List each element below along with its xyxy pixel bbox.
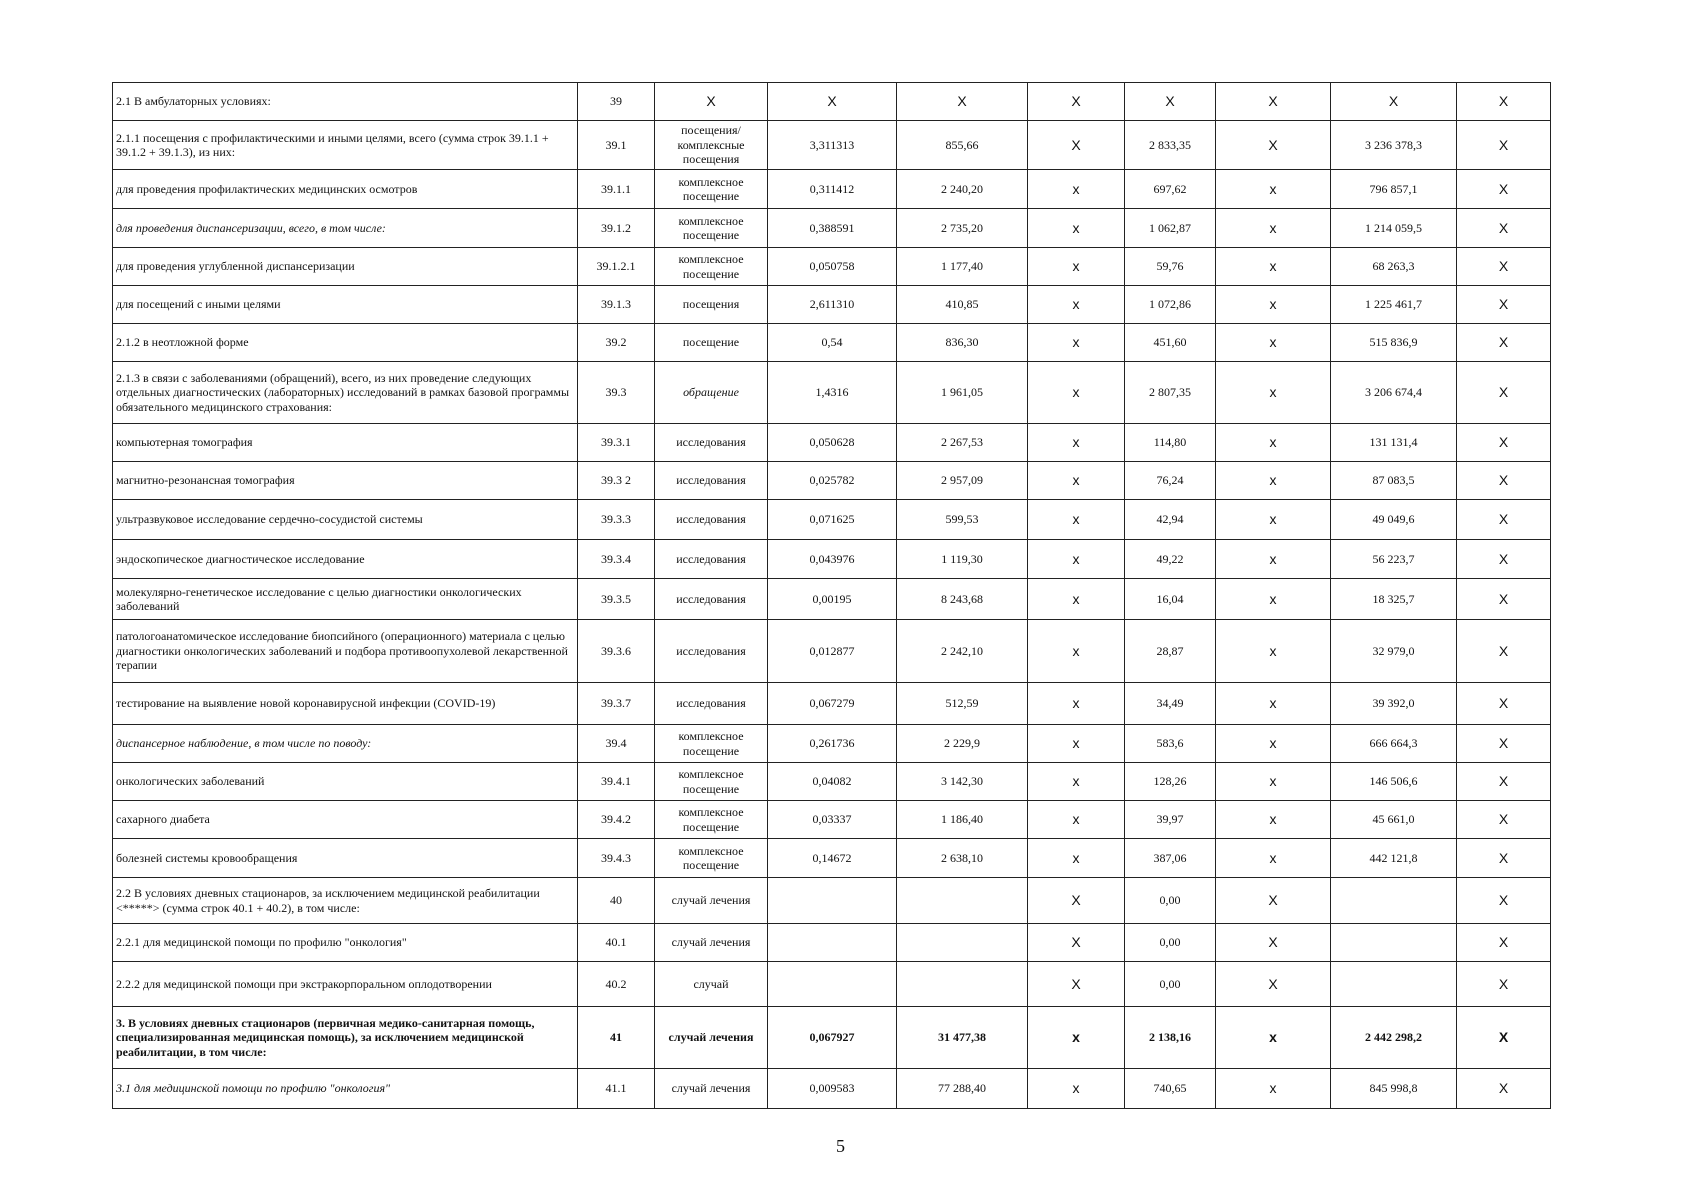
row-name-cell: ультразвуковое исследование сердечно-сосудистой системы [113, 500, 578, 540]
unit-cell: комплексное посещение [655, 763, 768, 801]
col8-cell: x [1216, 1007, 1331, 1069]
cost-value-cell: 3 142,30 [897, 763, 1028, 801]
row-name-cell: болезней системы кровообращения [113, 839, 578, 878]
col8-cell: x [1216, 324, 1331, 362]
col10-cell: X [1457, 83, 1551, 121]
cost-value-cell: 2 638,10 [897, 839, 1028, 878]
row-number-cell: 39.3.1 [578, 424, 655, 462]
col10-cell: X [1457, 462, 1551, 500]
col10-cell: X [1457, 248, 1551, 286]
per-capita-cell: 2 807,35 [1125, 362, 1216, 424]
cost-value-cell: 2 957,09 [897, 462, 1028, 500]
row-name-cell: 2.1.2 в неотложной форме [113, 324, 578, 362]
col10-cell: X [1457, 839, 1551, 878]
total-sum-cell: 3 236 378,3 [1331, 121, 1457, 170]
table-row [113, 579, 1551, 620]
total-sum-cell [1331, 962, 1457, 1007]
total-sum-cell: 845 998,8 [1331, 1069, 1457, 1109]
total-sum-cell: 3 206 674,4 [1331, 362, 1457, 424]
cost-value-cell: 77 288,40 [897, 1069, 1028, 1109]
row-number-cell: 40.2 [578, 962, 655, 1007]
row-name-cell: для проведения углубленной диспансеризации [113, 248, 578, 286]
col8-cell: x [1216, 286, 1331, 324]
norm-value-cell: 0,012877 [768, 620, 897, 683]
table-row [113, 170, 1551, 209]
col8-cell: X [1216, 924, 1331, 962]
table-row [113, 878, 1551, 924]
norm-value-cell: 0,00195 [768, 579, 897, 620]
col6-cell: X [1028, 924, 1125, 962]
per-capita-cell: 387,06 [1125, 839, 1216, 878]
norm-value-cell: 0,067927 [768, 1007, 897, 1069]
row-number-cell: 39.3.3 [578, 500, 655, 540]
col8-cell: x [1216, 801, 1331, 839]
cost-value-cell: 2 735,20 [897, 209, 1028, 248]
total-sum-cell: 796 857,1 [1331, 170, 1457, 209]
row-number-cell: 39.3.6 [578, 620, 655, 683]
per-capita-cell: 1 062,87 [1125, 209, 1216, 248]
row-name-cell: 3.1 для медицинской помощи по профилю "онкология" [113, 1069, 578, 1109]
col8-cell: x [1216, 683, 1331, 725]
col6-cell: x [1028, 248, 1125, 286]
table-row [113, 839, 1551, 878]
col6-cell: x [1028, 801, 1125, 839]
norm-value-cell: X [768, 83, 897, 121]
col6-cell: X [1028, 121, 1125, 170]
total-sum-cell: 68 263,3 [1331, 248, 1457, 286]
table-row [113, 121, 1551, 170]
per-capita-cell: 2 833,35 [1125, 121, 1216, 170]
col6-cell: x [1028, 620, 1125, 683]
norm-value-cell: 0,54 [768, 324, 897, 362]
unit-cell: случай лечения [655, 878, 768, 924]
col6-cell: x [1028, 362, 1125, 424]
unit-cell: исследования [655, 579, 768, 620]
cost-value-cell: 8 243,68 [897, 579, 1028, 620]
col10-cell: X [1457, 1007, 1551, 1069]
row-number-cell: 40.1 [578, 924, 655, 962]
row-number-cell: 41.1 [578, 1069, 655, 1109]
norm-value-cell: 0,14672 [768, 839, 897, 878]
unit-cell: случай лечения [655, 1007, 768, 1069]
norm-value-cell: 0,071625 [768, 500, 897, 540]
row-number-cell: 39.1.2 [578, 209, 655, 248]
row-name-cell: молекулярно-генетическое исследование с целью диагностики онкологических заболеваний [113, 579, 578, 620]
col8-cell: x [1216, 1069, 1331, 1109]
unit-cell: исследования [655, 500, 768, 540]
row-number-cell: 39.1.3 [578, 286, 655, 324]
col8-cell: x [1216, 763, 1331, 801]
col6-cell: X [1028, 83, 1125, 121]
unit-cell: посещения/комплексные посещения [655, 121, 768, 170]
col8-cell: X [1216, 878, 1331, 924]
unit-cell: случай [655, 962, 768, 1007]
col6-cell: x [1028, 462, 1125, 500]
norm-value-cell: 0,261736 [768, 725, 897, 763]
total-sum-cell: 49 049,6 [1331, 500, 1457, 540]
row-number-cell: 39.1.1 [578, 170, 655, 209]
col8-cell: X [1216, 83, 1331, 121]
row-number-cell: 39.1 [578, 121, 655, 170]
total-sum-cell: 146 506,6 [1331, 763, 1457, 801]
total-sum-cell: 39 392,0 [1331, 683, 1457, 725]
per-capita-cell: 583,6 [1125, 725, 1216, 763]
norm-value-cell: 0,388591 [768, 209, 897, 248]
cost-value-cell: 836,30 [897, 324, 1028, 362]
norm-value-cell [768, 878, 897, 924]
cost-value-cell: 1 177,40 [897, 248, 1028, 286]
table-row [113, 540, 1551, 579]
total-sum-cell: 1 225 461,7 [1331, 286, 1457, 324]
row-name-cell: тестирование на выявление новой коронавирусной инфекции (COVID-19) [113, 683, 578, 725]
unit-cell: исследования [655, 424, 768, 462]
col8-cell: x [1216, 500, 1331, 540]
cost-value-cell [897, 878, 1028, 924]
col10-cell: X [1457, 424, 1551, 462]
norm-value-cell: 0,009583 [768, 1069, 897, 1109]
table-row [113, 1069, 1551, 1109]
col6-cell: x [1028, 286, 1125, 324]
per-capita-cell: 128,26 [1125, 763, 1216, 801]
per-capita-cell: 39,97 [1125, 801, 1216, 839]
norm-value-cell [768, 962, 897, 1007]
norm-value-cell: 0,311412 [768, 170, 897, 209]
per-capita-cell: 0,00 [1125, 962, 1216, 1007]
col10-cell: X [1457, 121, 1551, 170]
per-capita-cell: 0,00 [1125, 878, 1216, 924]
unit-cell: случай лечения [655, 924, 768, 962]
table-row [113, 620, 1551, 683]
unit-cell: комплексное посещение [655, 725, 768, 763]
cost-value-cell: 2 267,53 [897, 424, 1028, 462]
total-sum-cell: 18 325,7 [1331, 579, 1457, 620]
row-name-cell: 2.1 В амбулаторных условиях: [113, 83, 578, 121]
row-number-cell: 39 [578, 83, 655, 121]
per-capita-cell: 740,65 [1125, 1069, 1216, 1109]
row-name-cell: компьютерная томография [113, 424, 578, 462]
normatives-table [112, 82, 1551, 1109]
col6-cell: x [1028, 763, 1125, 801]
col10-cell: X [1457, 801, 1551, 839]
cost-value-cell: 1 186,40 [897, 801, 1028, 839]
page-number: 5 [836, 1136, 845, 1156]
table-row [113, 248, 1551, 286]
col6-cell: x [1028, 424, 1125, 462]
total-sum-cell: X [1331, 83, 1457, 121]
cost-value-cell [897, 924, 1028, 962]
total-sum-cell: 87 083,5 [1331, 462, 1457, 500]
per-capita-cell: X [1125, 83, 1216, 121]
table-row [113, 500, 1551, 540]
per-capita-cell: 114,80 [1125, 424, 1216, 462]
norm-value-cell: 0,043976 [768, 540, 897, 579]
table-row [113, 924, 1551, 962]
table-row [113, 725, 1551, 763]
cost-value-cell: 855,66 [897, 121, 1028, 170]
col8-cell: x [1216, 170, 1331, 209]
col10-cell: X [1457, 500, 1551, 540]
norm-value-cell: 0,025782 [768, 462, 897, 500]
cost-value-cell: 2 242,10 [897, 620, 1028, 683]
col6-cell: x [1028, 209, 1125, 248]
total-sum-cell: 2 442 298,2 [1331, 1007, 1457, 1069]
col8-cell: x [1216, 248, 1331, 286]
row-name-cell: для проведения диспансеризации, всего, в том числе: [113, 209, 578, 248]
col6-cell: x [1028, 839, 1125, 878]
col10-cell: X [1457, 324, 1551, 362]
row-number-cell: 39.2 [578, 324, 655, 362]
row-name-cell: 2.1.3 в связи с заболеваниями (обращений), всего, из них проведение следующих отдельных диагностических (лабораторных) исследований в рамках базовой программы обязательного медицинского страхования: [113, 362, 578, 424]
col8-cell: x [1216, 540, 1331, 579]
unit-cell: X [655, 83, 768, 121]
col8-cell: x [1216, 839, 1331, 878]
cost-value-cell: 2 229,9 [897, 725, 1028, 763]
col8-cell: x [1216, 209, 1331, 248]
col10-cell: X [1457, 878, 1551, 924]
norm-value-cell: 0,050758 [768, 248, 897, 286]
table-row [113, 962, 1551, 1007]
row-number-cell: 39.4.3 [578, 839, 655, 878]
col10-cell: X [1457, 286, 1551, 324]
unit-cell: посещение [655, 324, 768, 362]
row-name-cell: патологоанатомическое исследование биопсийного (операционного) материала с целью диагностики онкологических заболеваний и подбора противоопухолевой лекарственной терапии [113, 620, 578, 683]
col6-cell: x [1028, 324, 1125, 362]
row-name-cell: 2.2 В условиях дневных стационаров, за исключением медицинской реабилитации <*****> (сумма строк 40.1 + 40.2), в том числе: [113, 878, 578, 924]
norm-value-cell: 2,611310 [768, 286, 897, 324]
row-number-cell: 39.4.2 [578, 801, 655, 839]
total-sum-cell: 515 836,9 [1331, 324, 1457, 362]
col10-cell: X [1457, 1069, 1551, 1109]
row-name-cell: для проведения профилактических медицинских осмотров [113, 170, 578, 209]
table-row [113, 83, 1551, 121]
row-number-cell: 39.3.4 [578, 540, 655, 579]
norm-value-cell: 0,04082 [768, 763, 897, 801]
col10-cell: X [1457, 540, 1551, 579]
unit-cell: исследования [655, 462, 768, 500]
per-capita-cell: 697,62 [1125, 170, 1216, 209]
row-name-cell: эндоскопическое диагностическое исследование [113, 540, 578, 579]
col8-cell: X [1216, 121, 1331, 170]
col6-cell: x [1028, 725, 1125, 763]
row-number-cell: 39.3 2 [578, 462, 655, 500]
document-page [112, 82, 1551, 1109]
table-row [113, 324, 1551, 362]
col10-cell: X [1457, 763, 1551, 801]
table-row [113, 763, 1551, 801]
per-capita-cell: 1 072,86 [1125, 286, 1216, 324]
row-number-cell: 40 [578, 878, 655, 924]
table-row [113, 286, 1551, 324]
col8-cell: x [1216, 725, 1331, 763]
total-sum-cell: 666 664,3 [1331, 725, 1457, 763]
unit-cell: комплексное посещение [655, 170, 768, 209]
table-row [113, 209, 1551, 248]
per-capita-cell: 2 138,16 [1125, 1007, 1216, 1069]
unit-cell: исследования [655, 683, 768, 725]
unit-cell: комплексное посещение [655, 209, 768, 248]
col6-cell: x [1028, 1069, 1125, 1109]
total-sum-cell: 45 661,0 [1331, 801, 1457, 839]
col10-cell: X [1457, 725, 1551, 763]
col10-cell: X [1457, 962, 1551, 1007]
col6-cell: X [1028, 962, 1125, 1007]
total-sum-cell: 1 214 059,5 [1331, 209, 1457, 248]
total-sum-cell: 56 223,7 [1331, 540, 1457, 579]
row-name-cell: 3. В условиях дневных стационаров (первичная медико-санитарная помощь, специализированная медицинская помощь), за исключением медицинской реабилитации, в том числе: [113, 1007, 578, 1069]
cost-value-cell: 1 961,05 [897, 362, 1028, 424]
col8-cell: x [1216, 362, 1331, 424]
col8-cell: X [1216, 962, 1331, 1007]
row-number-cell: 39.4.1 [578, 763, 655, 801]
norm-value-cell: 0,050628 [768, 424, 897, 462]
col8-cell: x [1216, 462, 1331, 500]
total-sum-cell: 32 979,0 [1331, 620, 1457, 683]
unit-cell: посещения [655, 286, 768, 324]
table-row [113, 1007, 1551, 1069]
row-name-cell: 2.2.1 для медицинской помощи по профилю "онкология" [113, 924, 578, 962]
col6-cell: X [1028, 878, 1125, 924]
col6-cell: x [1028, 579, 1125, 620]
col6-cell: x [1028, 170, 1125, 209]
row-number-cell: 41 [578, 1007, 655, 1069]
total-sum-cell [1331, 878, 1457, 924]
norm-value-cell: 3,311313 [768, 121, 897, 170]
table-row [113, 462, 1551, 500]
col10-cell: X [1457, 924, 1551, 962]
unit-cell: случай лечения [655, 1069, 768, 1109]
total-sum-cell: 442 121,8 [1331, 839, 1457, 878]
per-capita-cell: 76,24 [1125, 462, 1216, 500]
cost-value-cell: 410,85 [897, 286, 1028, 324]
per-capita-cell: 34,49 [1125, 683, 1216, 725]
col8-cell: x [1216, 620, 1331, 683]
unit-cell: исследования [655, 620, 768, 683]
col10-cell: X [1457, 579, 1551, 620]
per-capita-cell: 451,60 [1125, 324, 1216, 362]
table-row [113, 424, 1551, 462]
row-name-cell: онкологических заболеваний [113, 763, 578, 801]
norm-value-cell: 0,067279 [768, 683, 897, 725]
norm-value-cell [768, 924, 897, 962]
per-capita-cell: 28,87 [1125, 620, 1216, 683]
col6-cell: x [1028, 683, 1125, 725]
row-number-cell: 39.3.7 [578, 683, 655, 725]
table-row [113, 683, 1551, 725]
row-name-cell: диспансерное наблюдение, в том числе по поводу: [113, 725, 578, 763]
per-capita-cell: 42,94 [1125, 500, 1216, 540]
unit-cell: комплексное посещение [655, 801, 768, 839]
col6-cell: x [1028, 540, 1125, 579]
col10-cell: X [1457, 170, 1551, 209]
row-number-cell: 39.3 [578, 362, 655, 424]
row-number-cell: 39.3.5 [578, 579, 655, 620]
per-capita-cell: 49,22 [1125, 540, 1216, 579]
table-row [113, 362, 1551, 424]
per-capita-cell: 59,76 [1125, 248, 1216, 286]
cost-value-cell: 599,53 [897, 500, 1028, 540]
row-name-cell: для посещений с иными целями [113, 286, 578, 324]
cost-value-cell: 2 240,20 [897, 170, 1028, 209]
per-capita-cell: 0,00 [1125, 924, 1216, 962]
col10-cell: X [1457, 362, 1551, 424]
norm-value-cell: 1,4316 [768, 362, 897, 424]
cost-value-cell: 512,59 [897, 683, 1028, 725]
cost-value-cell: 1 119,30 [897, 540, 1028, 579]
col10-cell: X [1457, 620, 1551, 683]
row-name-cell: сахарного диабета [113, 801, 578, 839]
col10-cell: X [1457, 683, 1551, 725]
norm-value-cell: 0,03337 [768, 801, 897, 839]
unit-cell: исследования [655, 540, 768, 579]
col8-cell: x [1216, 579, 1331, 620]
row-number-cell: 39.4 [578, 725, 655, 763]
cost-value-cell: X [897, 83, 1028, 121]
per-capita-cell: 16,04 [1125, 579, 1216, 620]
row-number-cell: 39.1.2.1 [578, 248, 655, 286]
total-sum-cell: 131 131,4 [1331, 424, 1457, 462]
col8-cell: x [1216, 424, 1331, 462]
unit-cell: обращение [655, 362, 768, 424]
cost-value-cell [897, 962, 1028, 1007]
col6-cell: x [1028, 500, 1125, 540]
row-name-cell: магнитно-резонансная томография [113, 462, 578, 500]
unit-cell: комплексное посещение [655, 248, 768, 286]
table-row [113, 801, 1551, 839]
row-name-cell: 2.1.1 посещения с профилактическими и иными целями, всего (сумма строк 39.1.1 + 39.1.2 + 39.1.3), из них: [113, 121, 578, 170]
cost-value-cell: 31 477,38 [897, 1007, 1028, 1069]
row-name-cell: 2.2.2 для медицинской помощи при экстракорпоральном оплодотворении [113, 962, 578, 1007]
unit-cell: комплексное посещение [655, 839, 768, 878]
col10-cell: X [1457, 209, 1551, 248]
total-sum-cell [1331, 924, 1457, 962]
col6-cell: x [1028, 1007, 1125, 1069]
